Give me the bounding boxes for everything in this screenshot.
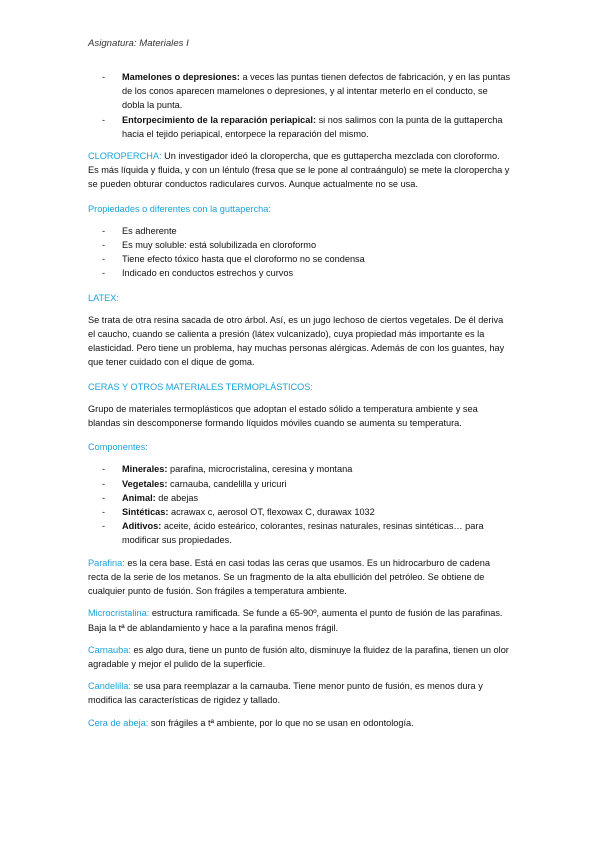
bullet-text: si nos salimos con la punta de la guttapercha hacia el tejido periapical, entorpece la reparación del mismo. <box>122 114 503 139</box>
cloropercha-paragraph <box>88 149 512 192</box>
definition-paragraph <box>88 679 512 707</box>
bullet-term: Animal: <box>122 492 156 503</box>
definition-text: son frágiles a tª ambiente, por lo que no se usan en odontología. <box>148 717 414 728</box>
ceras-heading: CERAS Y OTROS MATERIALES TERMOPLÁSTICOS: <box>88 381 313 392</box>
bullet-text: parafina, microcristalina, ceresina y montana <box>167 464 353 475</box>
propiedades-heading: Propiedades o diferentes con la guttapercha: <box>88 203 271 214</box>
list-item <box>88 505 512 519</box>
definition-text: es algo dura, tiene un punto de fusión alto, disminuye la fluidez de la parafina, tienen un olor agradable y mejor el pulido de la superficie. <box>88 644 509 669</box>
list-item <box>88 477 512 491</box>
ceras-paragraph: Grupo de materiales termoplásticos que adoptan el estado sólido a temperatura ambiente y sea blandas sin descomponerse formando líquidos móviles cuando se aumenta su temperatura. <box>88 403 478 429</box>
list-item: - Indicado en conductos estrechos y curvos <box>88 266 512 280</box>
definition-label: Parafina: <box>88 557 125 568</box>
bullet-term: Mamelones o depresiones: <box>122 72 240 82</box>
propiedades-list <box>88 224 512 281</box>
definition-label: Carnauba: <box>88 644 131 655</box>
bullet-term: Vegetales: <box>122 478 168 489</box>
componentes-heading: Componentes: <box>88 442 148 453</box>
componentes-list <box>88 462 512 547</box>
definition-paragraph <box>88 643 512 671</box>
bullet-term: Entorpecimiento de la reparación periapical: <box>122 114 317 125</box>
definition-text: se usa para reemplazar a la carnauba. Tiene menor punto de fusión, es menos dura y modifica las características de rigidez y tallado. <box>88 681 483 706</box>
definition-label: Microcristalina: <box>88 608 150 619</box>
latex-paragraph: Se trata de otra resina sacada de otro árbol. Así, es un jugo lechoso de ciertos vegetales. De él deriva el caucho, cuando se calienta a presión (látex vulcanizado), cuya propiedad más importante es la elasticidad. Pero tiene un problema, hay muchas personas alérgicas. Además de con los guantes, hay que tener cuidado con el dique de goma. <box>88 314 505 368</box>
list-item <box>88 491 512 505</box>
definition-paragraph <box>88 716 512 730</box>
page-content <box>88 70 512 730</box>
cloropercha-text: Un investigador ideó la cloropercha, que es guttapercha mezclada con cloroformo. Es más líquida y fluida, y con un léntulo (fresa que se le pone al contraángulo) se mete la cloropercha y se pueden obturar conductos radiculares curvos. Aunque actualmente no se usa. <box>88 151 510 190</box>
definition-label: Cera de abeja: <box>88 717 149 728</box>
definition-paragraph <box>88 606 512 634</box>
page-header: Asignatura: Materiales I <box>88 38 189 49</box>
bullet-term: Minerales: <box>122 464 168 475</box>
bullet-text: acrawax c, aerosol OT, flexowax C, durawax 1032 <box>168 507 375 518</box>
definition-text: es la cera base. Está en casi todas las ceras que usamos. Es un hidrocarburo de cadena recta de la serie de los metanos. Se un fragmento de la alta ebullición del petróleo. Se obtiene de cualquier punto de fusión. Son frágiles a temperatura ambiente. <box>88 557 490 597</box>
bullet-text: de abejas <box>155 492 199 503</box>
definition-text: estructura ramificada. Se funde a 65-90º, aumenta el punto de fusión de las parafinas. Baja la tª de ablandamiento y hace a la parafina menos frágil. <box>88 608 503 633</box>
list-item <box>88 519 512 547</box>
definition-paragraph <box>88 556 512 599</box>
bullet-text: aceite, ácido esteárico, colorantes, resinas naturales, resinas sintéticas… para modificar sus propiedades. <box>122 521 484 546</box>
bullet-term: Aditivos: <box>122 521 162 532</box>
bullet-text: carnauba, candelilla y uricuri <box>167 478 287 489</box>
list-item: - Tiene efecto tóxico hasta que el cloroformo no se condensa <box>88 252 512 266</box>
list-item: - Es muy soluble: está solubilizada en cloroformo <box>88 238 512 252</box>
list-item <box>88 462 512 476</box>
list-item: - Es adherente <box>88 224 512 238</box>
bullet-term: Sintéticas: <box>122 507 169 518</box>
cloropercha-label: CLOROPERCHA: <box>88 151 162 162</box>
list-item <box>88 113 512 141</box>
top-bullet-list <box>88 70 512 141</box>
definition-label: Candelilla: <box>88 681 131 692</box>
list-item <box>88 70 512 113</box>
bullet-text: a veces las puntas tienen defectos de fabricación, y en las puntas de los conos aparecen mamelones o depresiones, y al intentar meterlo en el conducto, se dobla la punta. <box>122 72 511 111</box>
latex-heading: LATEX: <box>88 292 119 303</box>
